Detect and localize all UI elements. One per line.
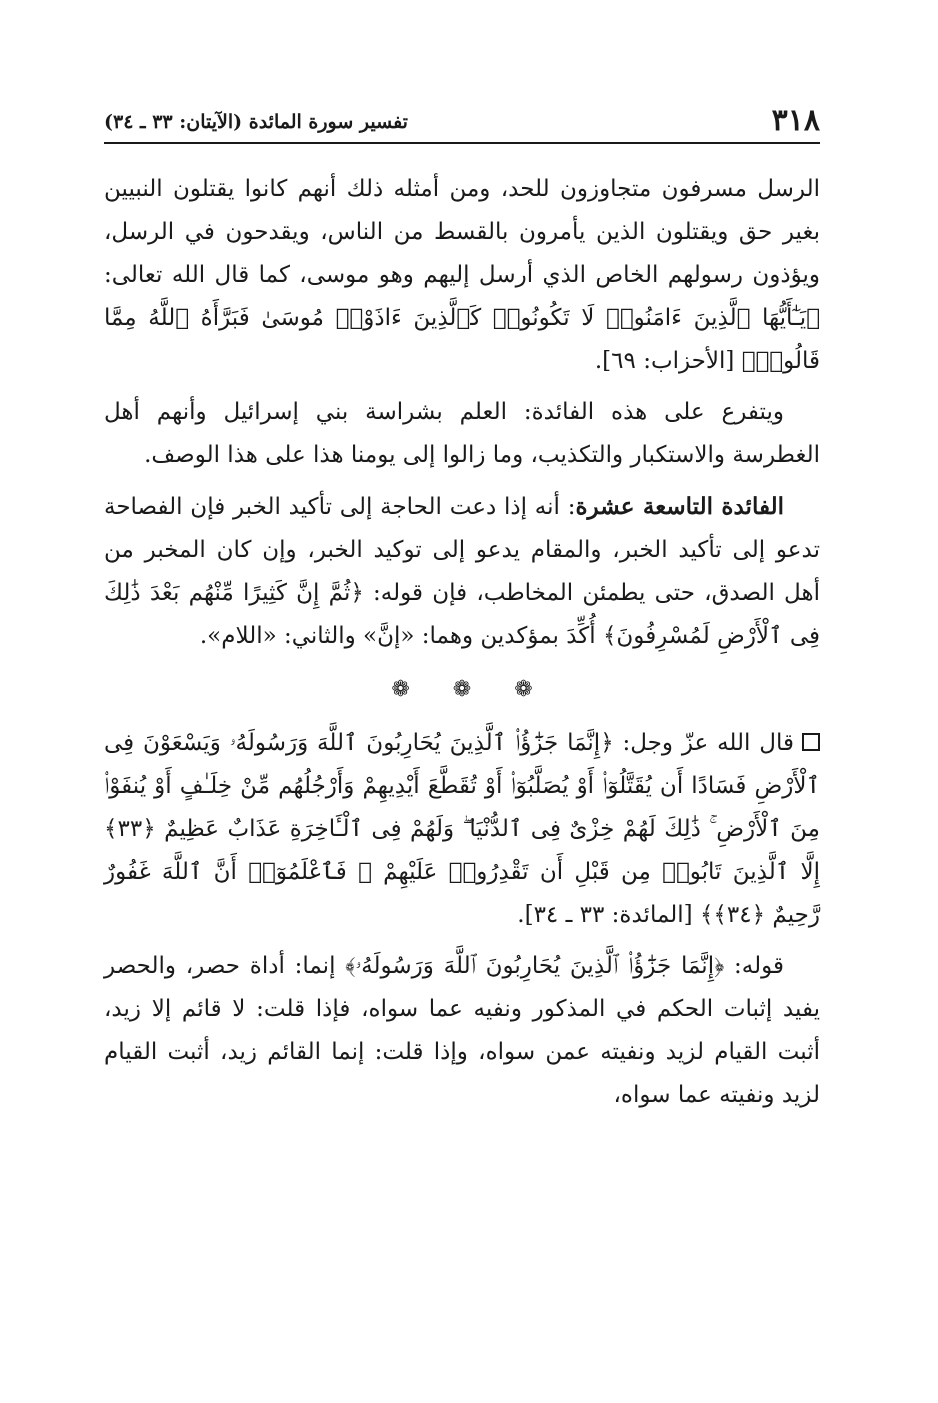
paragraph-4: [104, 722, 820, 937]
paragraph-3: [104, 485, 820, 658]
square-bullet-icon: [802, 733, 820, 751]
page-body: [104, 168, 820, 1125]
paragraph-2: ويتفرع على هذه الفائدة: العلم بشراسة بني إسرائيل وأنهم أهل الغطرسة والاستكبار والتكذيب، وما زالوا إلى يومنا هذا على هذا الوصف.: [104, 399, 820, 468]
page-header: [104, 92, 820, 136]
header-rule: [104, 142, 820, 144]
paragraph-3-text: : أنه إذا دعت الحاجة إلى تأكيد الخبر فإن الفصاحة تدعو إلى تأكيد الخبر، والمقام يدعو إلى توكيد الخبر، وإن كان المخبر من أهل الصدق، حتى يطمئن المخاطب، فإن قوله: ﴿ثُمَّ إِنَّ كَثِيرًا مِّنْهُم بَعْدَ ذَٰلِكَ فِى ٱلْأَرْضِ لَمُسْرِفُونَ﴾ أُكِّدَ بمؤكدين وهما: «إنَّ» والثاني: «اللام».: [104, 494, 820, 649]
paragraph-1: الرسل مسرفون متجاوزون للحد، ومن أمثله ذلك أنهم كانوا يقتلون النبيين بغير حق ويقتلون الذين يأمرون بالقسط من الناس، ويقدحون في الرسل، ويؤذون رسولهم الخاص الذي أرسل إليهم وهو موسى، كما قال الله تعالى: ﴿يَـٰٓأَيُّهَا ٱلَّذِينَ ءَامَنُوا۟ لَا تَكُونُوا۟ كَٱلَّذِينَ ءَاذَوْا۟ مُوسَىٰ فَبَرَّأَهُ ٱللَّهُ مِمَّا قَالُوا۟﴾ [الأحزاب: ٦٩].: [104, 176, 820, 374]
page-number: ٣١٨: [771, 103, 820, 138]
section-separator: ❁ ❁ ❁: [391, 677, 551, 702]
running-title: تفسير سورة المائدة (الآيتان: ٣٣ ـ ٣٤): [104, 111, 408, 133]
paragraph-5: قوله: ﴿إِنَّمَا جَزَٰٓؤُا۟ ٱلَّذِينَ يُحَارِبُونَ ٱللَّهَ وَرَسُولَهُۥ﴾ إنما: أداة حصر، والحصر يفيد إثبات الحكم في المذكور ونفيه عما سواه، فإذا قلت: لا قائم إلا زيد، أثبت القيام لزيد ونفيته عمن سواه، وإذا قلت: إنما القائم زيد، أثبت القيام لزيد ونفيته عما سواه،: [104, 953, 820, 1108]
verse-text: قال الله عزّ وجل: ﴿إِنَّمَا جَزَٰٓؤُا۟ ٱلَّذِينَ يُحَارِبُونَ ٱللَّهَ وَرَسُولَهُۥ وَيَسْعَوْنَ فِى ٱلْأَرْضِ فَسَادًا أَن يُقَتَّلُوٓا۟ أَوْ يُصَلَّبُوٓا۟ أَوْ تُقَطَّعَ أَيْدِيهِمْ وَأَرْجُلُهُم مِّنْ خِلَـٰفٍ أَوْ يُنفَوْا۟ مِنَ ٱلْأَرْضِ ۚ ذَٰلِكَ لَهُمْ خِزْىٌ فِى ٱلدُّنْيَا ۖ وَلَهُمْ فِى ٱلْـَٔاخِرَةِ عَذَابٌ عَظِيمٌ ﴿٣٣﴾ إِلَّا ٱلَّذِينَ تَابُوا۟ مِن قَبْلِ أَن تَقْدِرُوا۟ عَلَيْهِمْ ۖ فَٱعْلَمُوٓا۟ أَنَّ ٱللَّهَ غَفُورٌ رَّحِيمٌ ﴿٣٤﴾﴾ [المائدة: ٣٣ ـ ٣٤].: [104, 730, 820, 928]
benefit-heading: الفائدة التاسعة عشرة: [575, 493, 785, 520]
